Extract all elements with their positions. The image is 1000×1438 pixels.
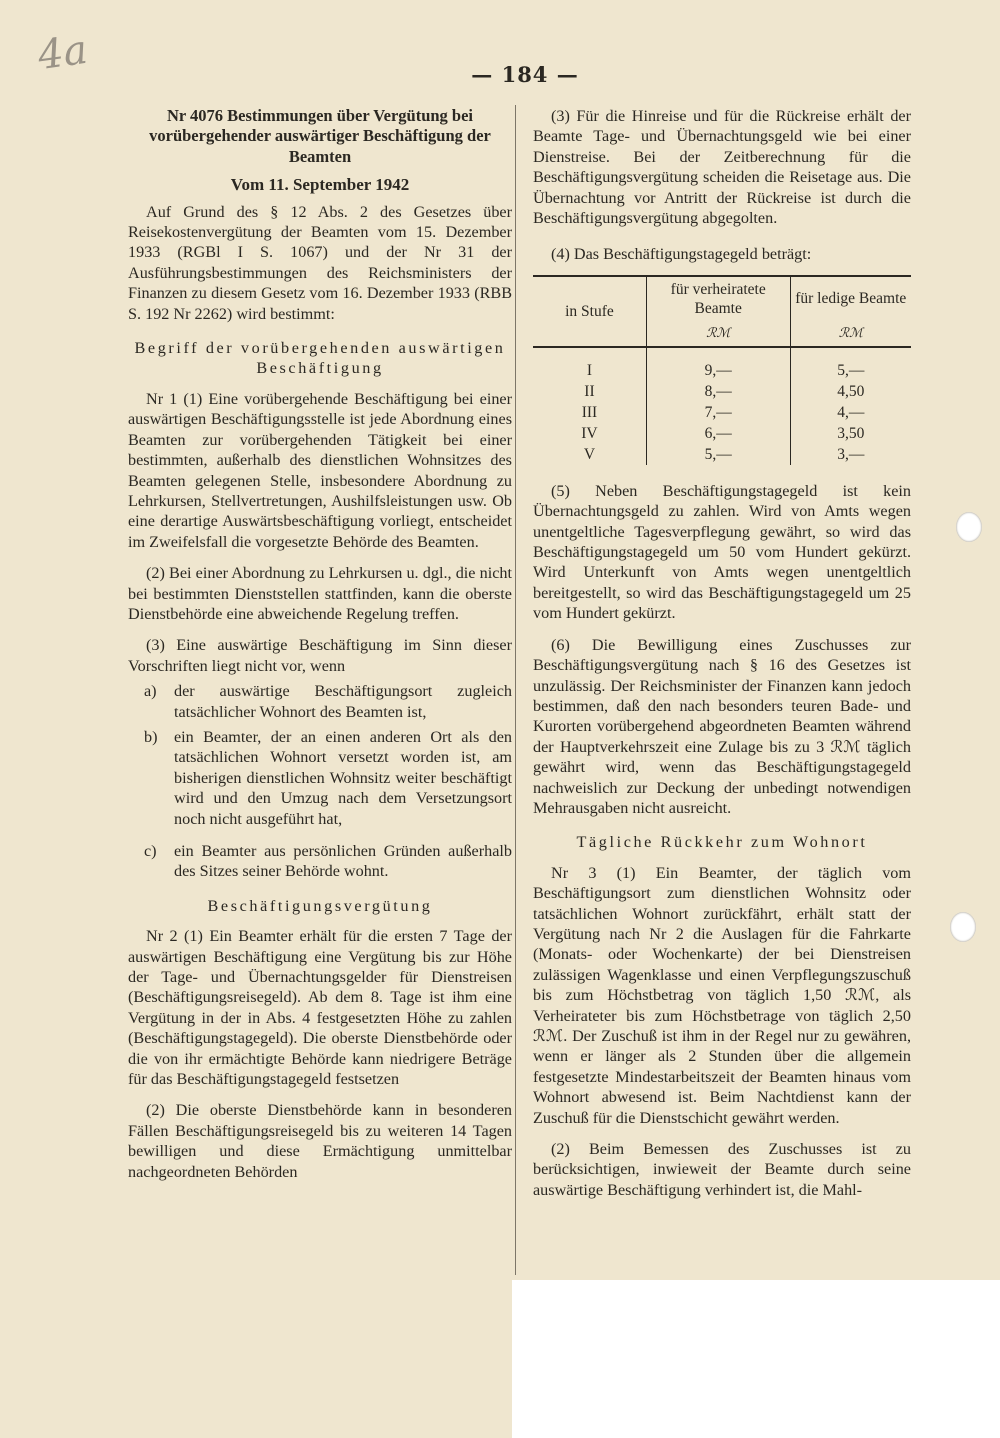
document-page-tail (0, 1280, 512, 1438)
married-cell: 8,— (646, 381, 790, 402)
stufe-cell: IV (581, 424, 598, 442)
paragraph-nr1-1: Nr 1 (1) Eine vorübergehende Beschäftigung bei einer auswärtigen Beschäftigungsstelle ist jede Abordnung eines Beamten zur vorübergehenden Tätigkeit bei einer bestimmten, außerhalb des dienstlichen Wohnsitzes des Beamten gelegenen Stelle, insbesondere Abordnung zu Lehrkursen, Stellvertretungen, Aushilfsleistungen usw. Ob eine derartige Auswärtsbeschäftigung vorliegt, entscheidet im Zweifelsfall die vorgesetzte Behörde des Beamten. (128, 389, 512, 551)
section-heading-definition: Begriff der vorübergehenden auswärtigen Beschäftigung (134, 339, 506, 378)
decree-title: Nr 4076 Bestimmungen über Vergütung bei vorübergehender auswärtiger Beschäftigung der Beamten (149, 106, 491, 166)
list-item-label: b) (144, 727, 158, 746)
section-heading-daily-return: Tägliche Rückkehr zum Wohnort (576, 833, 868, 852)
table-row (533, 381, 911, 402)
decree-date: Vom 11. September 1942 (230, 175, 410, 195)
table-row (533, 347, 911, 381)
page-number: — 184 — (471, 62, 579, 87)
paragraph-nr2-4: (4) Das Beschäftigungstagegeld beträgt: (551, 245, 812, 264)
unit-label: ℛℳ (646, 321, 790, 347)
paragraph-nr2-2: (2) Die oberste Dienstbehörde kann in besonderen Fällen Beschäftigungsreisegeld bis zu weiteren 14 Tagen bewilligen und diese Ermächtigung unmittelbar nachgeordneten Behörden (128, 1101, 512, 1181)
list-item-text: ein Beamter aus persönlichen Gründen außerhalb des Sitzes seiner Behörde wohnt. (174, 842, 512, 881)
table-row (533, 444, 911, 465)
married-cell: 7,— (646, 402, 790, 423)
daily-allowance-table (533, 275, 911, 465)
section-heading-compensation: Beschäftigungsvergütung (207, 896, 433, 915)
list-item (128, 727, 512, 829)
paragraph-nr2-6: (6) Die Bewilligung eines Zuschusses zur Beschäftigungsvergütung nach § 16 des Gesetzes ist unzulässig. Der Reichsminister der Finanzen kann jedoch bestimmen, daß den nach besonders teuren Bade- und Kurorten vorübergehend abgeordneten Beamten während der Hauptverkehrszeit eine Zulage bis zu 3 ℛℳ täglich gewährt wird, wenn das Beschäftigungstagegeld nachweislich zur Deckung der unbedingt notwendigen Mehrausgaben nicht ausreicht. (533, 635, 911, 817)
single-cell: 4,50 (790, 381, 911, 402)
table-row (533, 402, 911, 423)
list-item-label: c) (144, 842, 157, 860)
preamble: Auf Grund des § 12 Abs. 2 des Gesetzes über Reisekostenvergütung der Beamten vom 15. Dezember 1933 (RGBl I S. 1067) und der Nr 31 der Ausführungsbestimmungen des Reichsministers der Finanzen zu diesem Gesetz vom 16. Dezember 1933 (RBB S. 192 Nr 2262) wird bestimmt: (128, 202, 512, 323)
unit-label: ℛℳ (790, 321, 911, 347)
column-divider (515, 105, 516, 1275)
married-cell: 9,— (646, 347, 790, 381)
column-header-stufe: in Stufe (533, 276, 646, 347)
list-item-label: a) (144, 682, 157, 701)
column-header-single: für ledige Beamte (790, 276, 911, 321)
married-cell: 6,— (646, 423, 790, 444)
single-cell: 5,— (790, 347, 911, 381)
list-item-text: der auswärtige Beschäftigungsort zugleich tatsächlicher Wohnort des Beamten ist, (174, 682, 512, 721)
handwritten-annotation: 4a (35, 26, 91, 80)
stufe-cell: II (584, 382, 595, 400)
list-item-text: ein Beamter, der an einen anderen Ort als den tatsächlichen Wohnort versetzt worden ist, am bisherigen dienstlichen Wohnsitz weiter beschäftigt wird und den Umzug nach dem Versetzungsort noch nicht ausgeführt hat, (174, 727, 512, 828)
list-item (128, 681, 512, 722)
stufe-cell: I (586, 361, 593, 379)
paragraph-nr1-2: (2) Bei einer Abordnung zu Lehrkursen u. dgl., die nicht bei bestimmten Dienststellen stattfinden, kann die oberste Dienstbehörde eine abweichende Regelung treffen. (128, 564, 512, 623)
right-column (533, 106, 911, 1211)
left-column (128, 106, 512, 1193)
married-cell: 5,— (646, 444, 790, 465)
stufe-cell: V (583, 445, 596, 463)
paragraph-nr2-3: (3) Für die Hinreise und für die Rückreise erhält der Beamte Tage- und Übernachtungsgeld wie bei einer Dienstreise. Bei der Zeitberechnung für die Beschäftigungsvergütung scheiden die Reisetage aus. Die Übernachtung vor Antritt der Rückreise ist durch die Beschäftigungsvergütung abgegolten. (533, 107, 911, 228)
single-cell: 3,— (790, 444, 911, 465)
list-item (128, 841, 512, 882)
punch-hole (956, 512, 982, 542)
paragraph-nr3-1: Nr 3 (1) Ein Beamter, der täglich vom Beschäftigungsort zum dienstlichen Wohnsitz oder tatsächlichen Wohnort zurückfährt, erhält statt der Vergütung nach Nr 2 die Auslagen für die Fahrkarte (Monats- oder Wochenkarte) der bei Dienstreisen zulässigen Wagenklasse und einen Verpflegungszuschuß bis zum Höchstbetrag von täglich 1,50 ℛℳ, als Verheirateter bis zum Höchstbetrage von täglich 2,50 ℛℳ. Der Zuschuß ist ihm in der Regel nur zu gewähren, wenn er länger als 2 Stunden über die allgemein festgesetzte Mindestarbeitszeit der Beamten hinaus vom Wohnort abwesend ist. Beim Nachtdienst kann der Zuschuß für die Dienstschicht gewährt werden. (533, 863, 911, 1127)
stufe-cell: III (581, 403, 598, 421)
paragraph-nr1-3: (3) Eine auswärtige Beschäftigung im Sinn dieser Vorschriften liegt nicht vor, wenn (128, 636, 512, 675)
paragraph-nr3-2: (2) Beim Bemessen des Zuschusses ist zu berücksichtigen, inwieweit der Beamte durch seine auswärtige Beschäftigung verhindert ist, die Mahl- (533, 1140, 911, 1199)
punch-hole (950, 912, 976, 942)
column-header-married: für verheiratete Beamte (646, 276, 790, 321)
single-cell: 4,— (790, 402, 911, 423)
paragraph-nr2-1: Nr 2 (1) Ein Beamter erhält für die ersten 7 Tage der auswärtigen Beschäftigung eine Vergütung bis zur Höhe der Tage- und Übernachtungsgelder für Dienstreisen (Beschäftigungsreisegeld). Ab dem 8. Tage ist ihm eine Vergütung in der in Abs. 4 festgesetzten Höhe zu zahlen (Beschäftigungstagegeld). Die oberste Dienstbehörde oder die von ihr ermächtigte Behörde kann niedrigere Beträge für das Beschäftigungstagegeld festsetzen (128, 927, 512, 1089)
table-row (533, 423, 911, 444)
single-cell: 3,50 (790, 423, 911, 444)
paragraph-nr2-5: (5) Neben Beschäftigungstagegeld ist kein Übernachtungsgeld zu zahlen. Wird von Amts wegen unentgeltliche Tagesverpflegung gewährt, so wird das Beschäftigungstagegeld um 50 vom Hundert gekürzt. Wird Unterkunft von Amts wegen unentgeltlich bereitgestellt, so wird das Beschäftigungstagegeld um 25 vom Hundert gekürzt. (533, 481, 911, 623)
